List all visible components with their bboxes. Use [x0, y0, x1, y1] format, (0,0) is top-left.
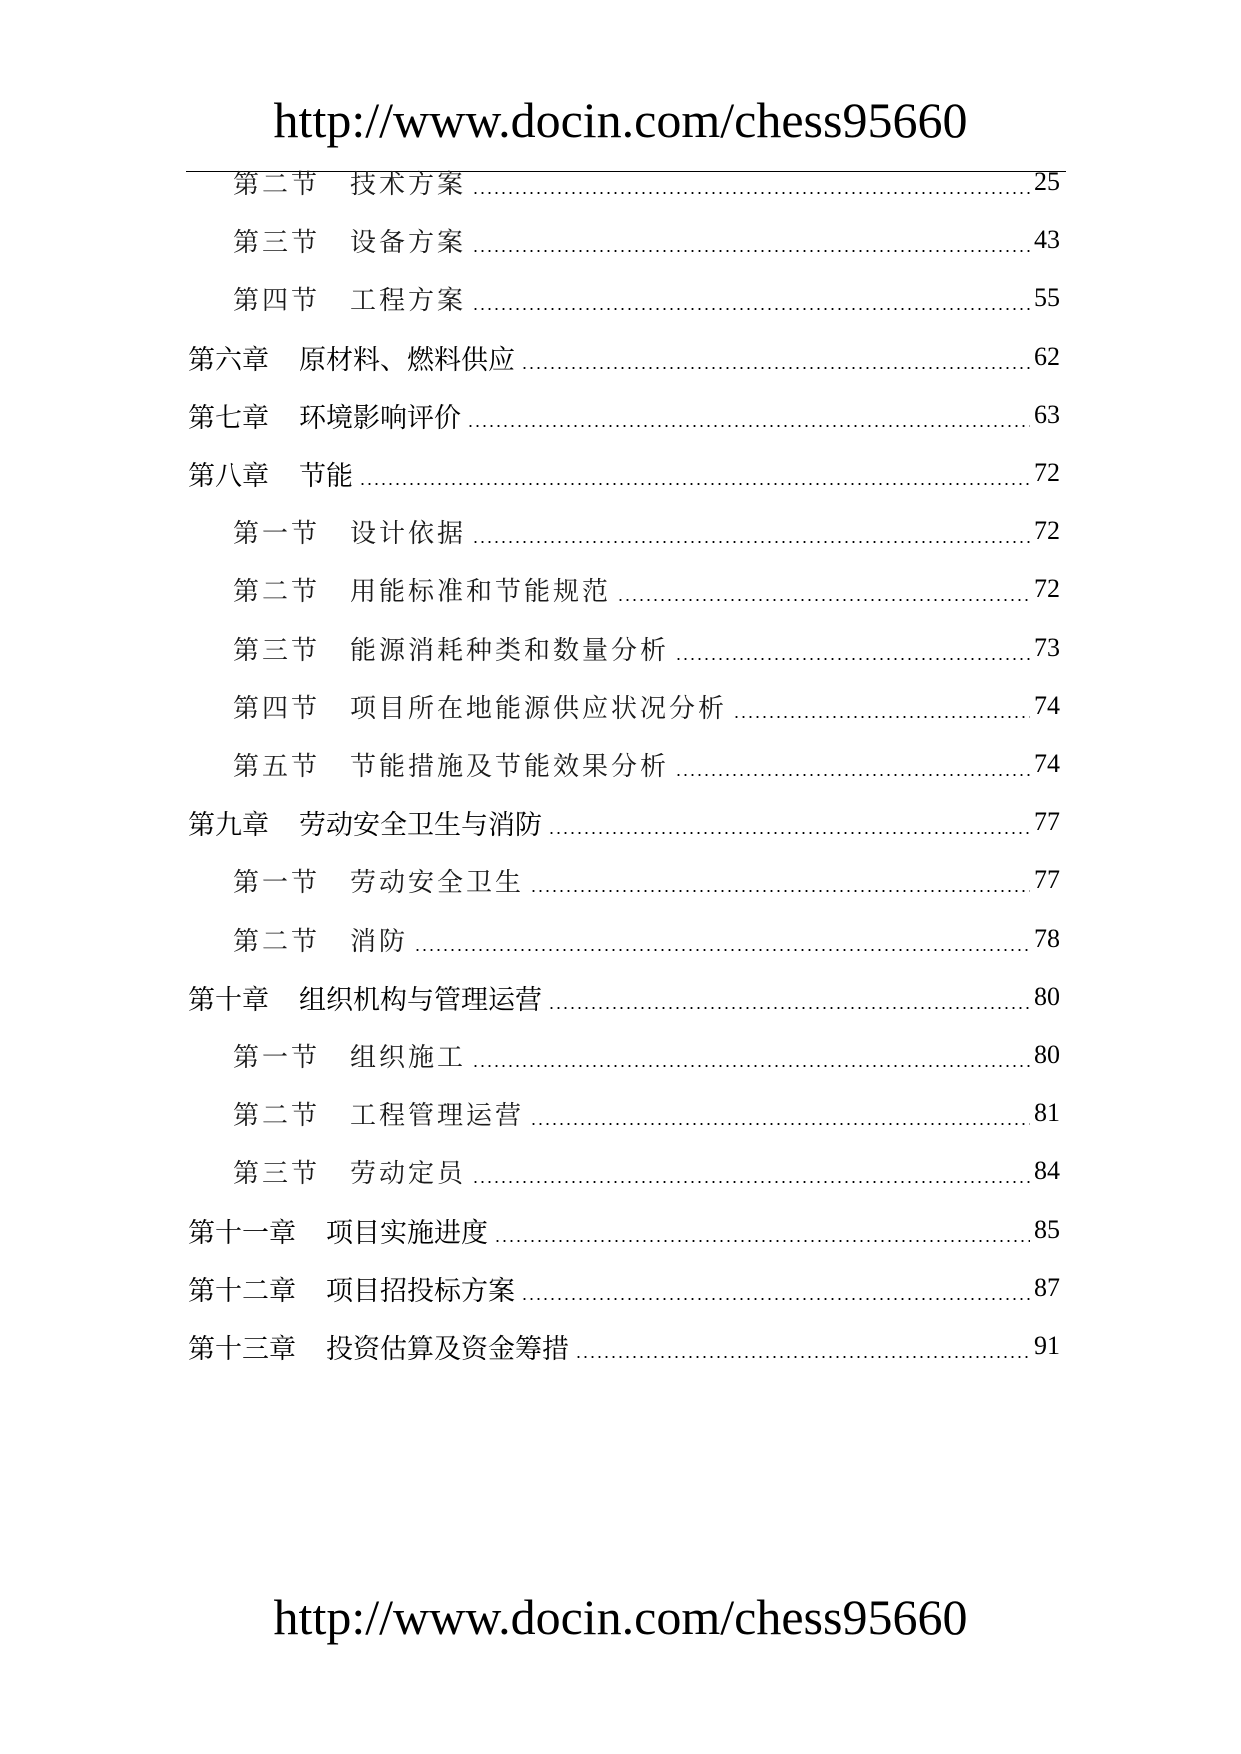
- toc-entry-title: 投资估算及资金筹措: [326, 1333, 569, 1365]
- toc-entry-page: 87: [1034, 1273, 1060, 1302]
- toc-chapter-entry: [188, 1208, 1060, 1252]
- toc-entry-page: 43: [1034, 225, 1060, 254]
- toc-entry-page: 80: [1034, 1040, 1060, 1069]
- toc-dot-leader: [472, 192, 1030, 194]
- toc-dot-leader: [575, 1356, 1030, 1358]
- toc-entry-number: 第九章: [188, 809, 269, 841]
- toc-dot-leader: [467, 425, 1030, 427]
- toc-entry-page: 72: [1034, 458, 1060, 487]
- toc-chapter-entry: [188, 800, 1060, 844]
- toc-entry-page: 77: [1034, 807, 1060, 836]
- toc-entry-number: 第四节: [233, 285, 321, 316]
- toc-section-entry: [233, 684, 1060, 728]
- toc-entry-page: 25: [1034, 167, 1060, 196]
- toc-dot-leader: [530, 1123, 1030, 1125]
- toc-chapter-entry: [188, 975, 1060, 1019]
- toc-entry-page: 72: [1034, 516, 1060, 545]
- toc-entry-page: 63: [1034, 400, 1060, 429]
- toc-entry-number: 第一节: [233, 518, 321, 549]
- toc-entry-page: 77: [1034, 865, 1060, 894]
- toc-entry-number: 第五节: [233, 751, 321, 782]
- toc-section-entry: [233, 1091, 1060, 1135]
- toc-entry-number: 第十章: [188, 984, 269, 1016]
- toc-dot-leader: [521, 367, 1030, 369]
- toc-section-entry: [233, 917, 1060, 961]
- toc-entry-title: 工程管理运营: [350, 1100, 525, 1131]
- toc-entry-page: 91: [1034, 1331, 1060, 1360]
- toc-section-entry: [233, 218, 1060, 262]
- toc-entry-title: 能源消耗种类和数量分析: [350, 635, 670, 666]
- toc-entry-title: 劳动安全卫生与消防: [299, 809, 542, 841]
- toc-dot-leader: [548, 1007, 1030, 1009]
- toc-dot-leader: [494, 1240, 1030, 1242]
- toc-dot-leader: [359, 483, 1030, 485]
- toc-chapter-entry: [188, 335, 1060, 379]
- toc-dot-leader: [521, 1298, 1030, 1300]
- toc-dot-leader: [472, 250, 1030, 252]
- toc-entry-title: 组织施工: [350, 1042, 467, 1073]
- toc-entry-page: 72: [1034, 574, 1060, 603]
- toc-dot-leader: [472, 541, 1030, 543]
- toc-dot-leader: [472, 1065, 1030, 1067]
- toc-entry-number: 第六章: [188, 344, 269, 376]
- footer-url: http://www.docin.com/chess95660: [273, 1589, 968, 1645]
- toc-section-entry: [233, 1033, 1060, 1077]
- toc-chapter-entry: [188, 1324, 1060, 1368]
- toc-entry-number: 第三节: [233, 227, 321, 258]
- toc-section-entry: [233, 276, 1060, 320]
- toc-section-entry: [233, 742, 1060, 786]
- toc-section-entry: [233, 509, 1060, 553]
- header-url: http://www.docin.com/chess95660: [273, 92, 968, 148]
- toc-entry-number: 第八章: [188, 460, 269, 492]
- toc-section-entry: [233, 160, 1060, 204]
- toc-entry-title: 节能措施及节能效果分析: [350, 751, 670, 782]
- toc-entry-page: 80: [1034, 982, 1060, 1011]
- toc-section-entry: [233, 567, 1060, 611]
- toc-dot-leader: [675, 658, 1030, 660]
- toc-entry-title: 技术方案: [350, 169, 467, 200]
- toc-entry-number: 第二节: [233, 169, 321, 200]
- toc-entry-page: 78: [1034, 924, 1060, 953]
- toc-chapter-entry: [188, 393, 1060, 437]
- toc-entry-number: 第二节: [233, 576, 321, 607]
- toc-entry-page: 85: [1034, 1215, 1060, 1244]
- toc-entry-title: 项目招投标方案: [326, 1275, 515, 1307]
- toc-entry-title: 组织机构与管理运营: [299, 984, 542, 1016]
- toc-entry-number: 第一节: [233, 867, 321, 898]
- toc-entry-page: 74: [1034, 691, 1060, 720]
- toc-entry-number: 第十二章: [188, 1275, 296, 1307]
- toc-entry-title: 环境影响评价: [299, 402, 461, 434]
- toc-chapter-entry: [188, 451, 1060, 495]
- toc-section-entry: [233, 1149, 1060, 1193]
- toc-entry-number: 第二节: [233, 926, 321, 957]
- toc-entry-number: 第二节: [233, 1100, 321, 1131]
- toc-entry-number: 第十三章: [188, 1333, 296, 1365]
- toc-dot-leader: [530, 890, 1030, 892]
- toc-section-entry: [233, 626, 1060, 670]
- toc-entry-title: 原材料、燃料供应: [299, 344, 515, 376]
- toc-entry-title: 设备方案: [350, 227, 467, 258]
- toc-entry-title: 项目所在地能源供应状况分析: [350, 693, 728, 724]
- toc-entry-number: 第三节: [233, 635, 321, 666]
- toc-entry-page: 62: [1034, 342, 1060, 371]
- toc-entry-page: 55: [1034, 283, 1060, 312]
- toc-entry-page: 74: [1034, 749, 1060, 778]
- toc-dot-leader: [675, 774, 1030, 776]
- toc-entry-number: 第十一章: [188, 1217, 296, 1249]
- toc-entry-page: 73: [1034, 633, 1060, 662]
- toc-entry-number: 第四节: [233, 693, 321, 724]
- toc-dot-leader: [472, 1181, 1030, 1183]
- toc-entry-title: 劳动安全卫生: [350, 867, 525, 898]
- toc-dot-leader: [733, 716, 1030, 718]
- toc-entry-title: 项目实施进度: [326, 1217, 488, 1249]
- toc-entry-title: 消防: [350, 926, 409, 957]
- toc-entry-number: 第七章: [188, 402, 269, 434]
- toc-entry-title: 节能: [299, 460, 353, 492]
- toc-entry-title: 用能标准和节能规范: [350, 576, 612, 607]
- toc-dot-leader: [472, 308, 1030, 310]
- toc-section-entry: [233, 858, 1060, 902]
- toc-entry-title: 劳动定员: [350, 1158, 467, 1189]
- toc-entry-number: 第一节: [233, 1042, 321, 1073]
- toc-dot-leader: [617, 599, 1030, 601]
- toc-entry-number: 第三节: [233, 1158, 321, 1189]
- toc-entry-title: 设计依据: [350, 518, 467, 549]
- toc-entry-title: 工程方案: [350, 285, 467, 316]
- toc-entry-page: 84: [1034, 1156, 1060, 1185]
- toc-dot-leader: [414, 949, 1030, 951]
- toc-dot-leader: [548, 832, 1030, 834]
- toc-chapter-entry: [188, 1266, 1060, 1310]
- toc-entry-page: 81: [1034, 1098, 1060, 1127]
